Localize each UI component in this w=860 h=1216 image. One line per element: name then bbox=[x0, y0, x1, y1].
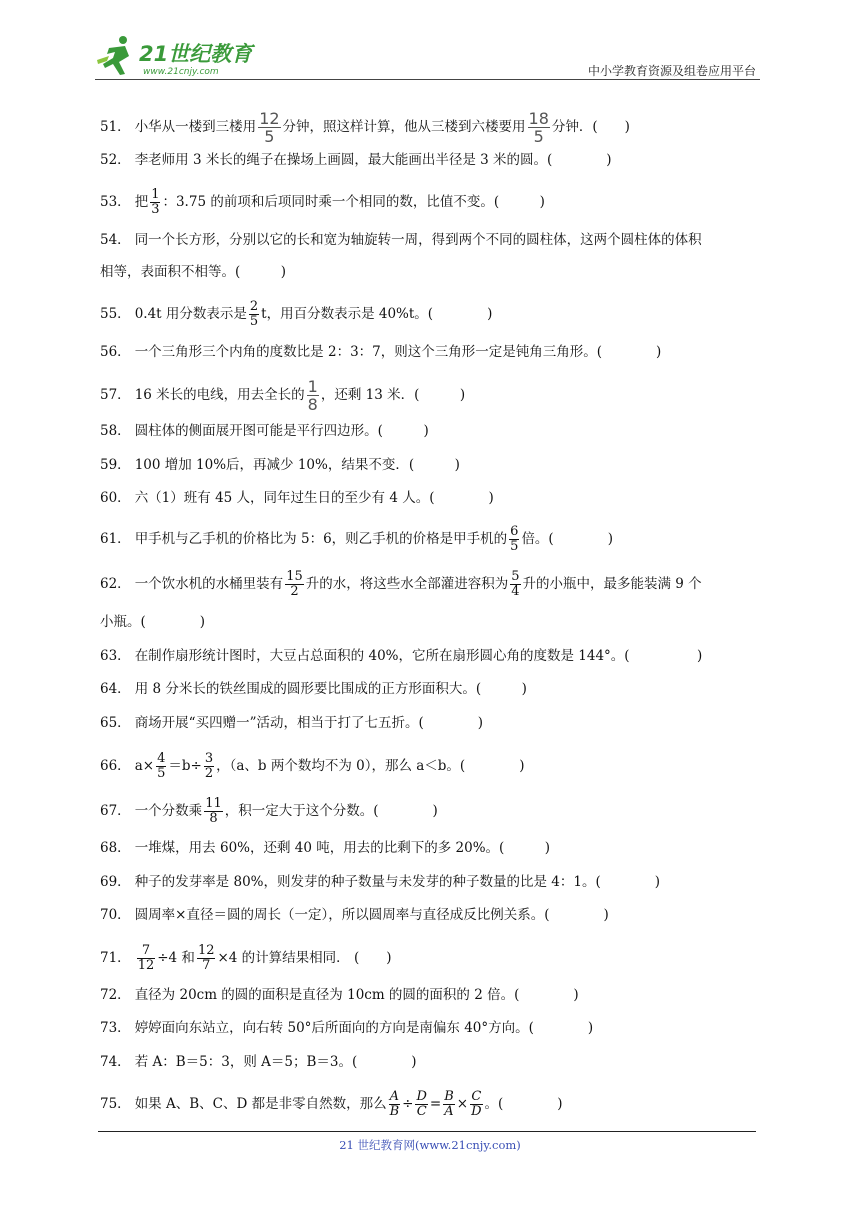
question-73: 73． 婷婷面向东站立，向右转 50°后所面向的方向是南偏东 40°方向。( ) bbox=[100, 1020, 594, 1036]
fraction: $\frac{5}{4}$ bbox=[511, 569, 520, 599]
question-58: 58． 圆柱体的侧面展开图可能是平行四边形。( ) bbox=[100, 423, 429, 439]
question-61: 61． 甲手机与乙手机的价格比为 5：6，则乙手机的价格是甲手机的 $\frac{6}{5}$ 倍。( ) bbox=[100, 524, 613, 554]
fraction: $\frac{15}{2}$ bbox=[286, 569, 303, 599]
question-53: 53． 把 $\frac{1}{3}$ ：3.75 的前项和后项同时乘一个相同的数，比值不变。( ) bbox=[100, 187, 545, 217]
fraction: $\frac{1}{3}$ bbox=[151, 187, 160, 217]
question-67: 67． 一个分数乘 $\frac{11}{8}$ ，积一定大于这个分数。( ) bbox=[100, 796, 438, 826]
fraction: $\frac{D}{C}$ bbox=[416, 1089, 427, 1119]
fraction: $\frac{B}{A}$ bbox=[444, 1089, 454, 1119]
fraction: $\frac{18}{5}$ bbox=[528, 109, 549, 146]
question-51: 51． 小华从一楼到三楼用 $\frac{12}{5}$ 分钟，照这样计算，他从三楼到六楼要用 $\frac{18}{5}$ 分钟．( ) bbox=[100, 109, 630, 146]
fraction: $\frac{4}{5}$ bbox=[157, 751, 166, 781]
question-71: 71． $\frac{7}{12}$ ÷4 和 $\frac{12}{7}$ ×4 的计算结果相同． ( ) bbox=[100, 943, 392, 973]
fraction: $\frac{3}{2}$ bbox=[204, 751, 214, 781]
logo-url: www.21cnjy.com bbox=[143, 67, 219, 77]
question-59: 59． 100 增加 10%后，再减少 10%，结果不变．( ) bbox=[100, 457, 460, 473]
question-68: 68． 一堆煤，用去 60%，还剩 40 吨，用去的比剩下的多 20%。( ) bbox=[100, 840, 551, 856]
fraction: $\frac{12}{5}$ bbox=[259, 109, 280, 146]
question-52: 52． 李老师用 3 米长的绳子在操场上画圆，最大能画出半径是 3 米的圆。( ) bbox=[100, 152, 612, 168]
runner-icon bbox=[97, 36, 129, 75]
fraction: $\frac{11}{8}$ bbox=[205, 796, 222, 826]
fraction: $\frac{12}{7}$ bbox=[197, 943, 215, 973]
question-66: 66． a× $\frac{4}{5}$ ＝b÷ $\frac{3}{2}$ ，（a、b 两个数均不为 0），那么 a＜b。( ) bbox=[100, 751, 525, 781]
logo-title: 21世纪教育 bbox=[139, 42, 253, 66]
fraction: $\frac{A}{B}$ bbox=[389, 1089, 400, 1119]
question-62-continued: 小瓶。( ) bbox=[100, 614, 206, 630]
question-63: 63． 在制作扇形统计图时，大豆占总面积的 40%，它所在扇形圆心角的度数是 144°。( ) bbox=[100, 648, 703, 664]
question-72: 72． 直径为 20cm 的圆的面积是直径为 10cm 的圆的面积的 2 倍。( ) bbox=[100, 987, 579, 1003]
question-55: 55． 0.4t 用分数表示是 $\frac{2}{5}$ t，用百分数表示是 40%t。( ) bbox=[100, 299, 493, 329]
header-divider bbox=[95, 79, 760, 80]
question-56: 56． 一个三角形三个内角的度数比是 2：3：7，则这个三角形一定是钝角三角形。( ) bbox=[100, 344, 662, 360]
question-54: 54． 同一个长方形，分别以它的长和宽为轴旋转一周，得到两个不同的圆柱体，这两个圆柱体的体积 bbox=[100, 232, 702, 248]
page-header bbox=[95, 34, 760, 80]
question-64: 64． 用 8 分米长的铁丝围成的圆形要比围成的正方形面积大。( ) bbox=[100, 681, 527, 697]
question-75: 75． 如果 A、B、C、D 都是非零自然数，那么 $\frac{A}{B}$ ÷ $\frac{D}{C}$ = $\frac{B}{A}$ × $\frac{C}{D}$ 。( ) bbox=[100, 1089, 563, 1119]
question-74: 74． 若 A：B＝5：3，则 A＝5；B＝3。( ) bbox=[100, 1054, 417, 1070]
header-platform-text: 中小学教育资源及组卷应用平台 bbox=[587, 64, 756, 78]
fraction: $\frac{C}{D}$ bbox=[471, 1089, 482, 1119]
question-65: 65． 商场开展“买四赠一”活动，相当于打了七五折。( ) bbox=[100, 715, 484, 731]
question-57: 57． 16 米长的电线，用去全长的 $\frac{1}{8}$ ，还剩 13 米．( ) bbox=[100, 377, 466, 414]
question-70: 70． 圆周率×直径＝圆的周长（一定），所以圆周率与直径成反比例关系。( ) bbox=[100, 907, 609, 923]
logo bbox=[95, 34, 270, 78]
footer-divider bbox=[98, 1131, 756, 1132]
question-62: 62． 一个饮水机的水桶里装有 $\frac{15}{2}$ 升的水，将这些水全部灌进容积为 $\frac{5}{4}$ 升的小瓶中，最多能装满 9 个 bbox=[100, 569, 702, 599]
fraction: $\frac{7}{12}$ bbox=[137, 943, 155, 973]
fraction: $\frac{2}{5}$ bbox=[249, 299, 259, 329]
footer-text: 21 世纪教育网(www.21cnjy.com) bbox=[339, 1138, 521, 1152]
question-69: 69． 种子的发芽率是 80%，则发芽的种子数量与未发芽的种子数量的比是 4：1。( ) bbox=[100, 874, 660, 890]
question-60: 60． 六（1）班有 45 人，同年过生日的至少有 4 人。( ) bbox=[100, 490, 494, 506]
fraction: $\frac{1}{8}$ bbox=[307, 377, 318, 414]
question-54-continued: 相等，表面积不相等。( ) bbox=[100, 264, 287, 280]
fraction: $\frac{6}{5}$ bbox=[510, 524, 519, 554]
